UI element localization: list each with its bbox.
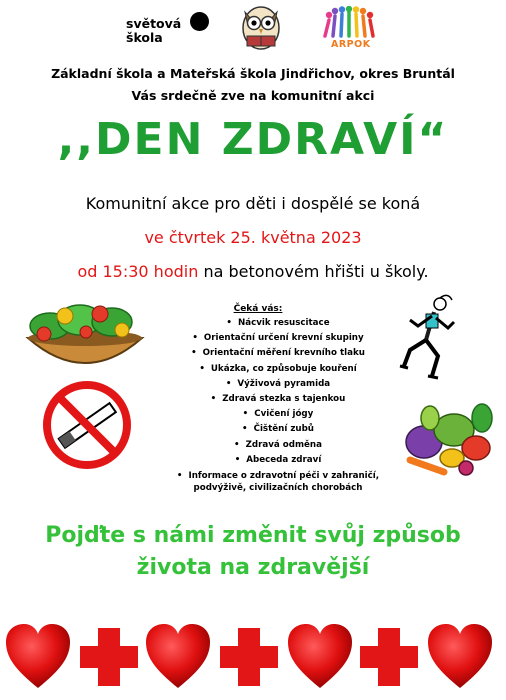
arpok-logo	[319, 6, 381, 52]
event-place: na betonovém hřišti u školy.	[198, 262, 429, 281]
event-title: ,,DEN ZDRAVÍ“	[57, 114, 449, 165]
list-item: • Zdravá stezka s tajenkou	[160, 392, 396, 407]
heart-icon	[288, 624, 352, 688]
heart-icon	[6, 624, 70, 688]
invitation-line: Vás srdečně zve na komunitní akci	[131, 88, 375, 103]
list-item: • Výživová pyramida	[160, 377, 396, 392]
logo-text-line1: světová	[126, 16, 182, 31]
event-date: ve čtvrtek 25. května 2023	[144, 228, 362, 247]
event-time-place	[0, 262, 506, 281]
list-item: • Čištění zubů	[160, 422, 396, 437]
arpok-people-icon	[319, 6, 381, 40]
list-item: • Nácvik resuscitace	[160, 316, 396, 331]
closing-line-1: Pojďte s námi změnit svůj způsob	[45, 523, 461, 548]
list-item: • Zdravá odměna	[160, 438, 396, 453]
program-list	[160, 316, 396, 494]
red-cross-icon	[80, 628, 138, 686]
arpok-logo-text: ARPOK	[331, 39, 371, 50]
logo-text-line2: škola	[126, 30, 163, 45]
logo-dot-icon	[190, 12, 209, 31]
no-smoking-icon	[40, 378, 134, 472]
heart-icon	[146, 624, 210, 688]
list-item: • Abeceda zdraví	[160, 453, 396, 468]
program-title: Čeká vás:	[233, 304, 283, 314]
closing-slogan	[0, 520, 506, 584]
heart-icon	[428, 624, 492, 688]
list-item: • Orientační určení krevní skupiny	[160, 331, 396, 346]
closing-line-2: života na zdravější	[136, 555, 370, 580]
event-description: Komunitní akce pro děti i dospělé se koná	[85, 194, 421, 213]
footer-icon-row	[0, 622, 506, 692]
event-time: od 15:30 hodin	[77, 262, 199, 281]
red-cross-icon	[360, 628, 418, 686]
svetova-skola-logo	[126, 12, 216, 48]
program-box	[160, 304, 396, 494]
list-item: • Ukázka, co způsobuje kouření	[160, 362, 396, 377]
school-name: Základní škola a Mateřská škola Jindřichov, okres Bruntál	[51, 66, 455, 81]
owl-logo-icon	[239, 4, 283, 52]
list-item: • Informace o zdravotní péči v zahraničí, podvýživě, civilizačních chorobách	[160, 470, 396, 494]
runner-icon	[396, 292, 466, 384]
vegetables-icon	[396, 396, 496, 480]
list-item: • Orientační měření krevního tlaku	[160, 346, 396, 361]
red-cross-icon	[220, 628, 278, 686]
list-item: • Cvičení jógy	[160, 407, 396, 422]
